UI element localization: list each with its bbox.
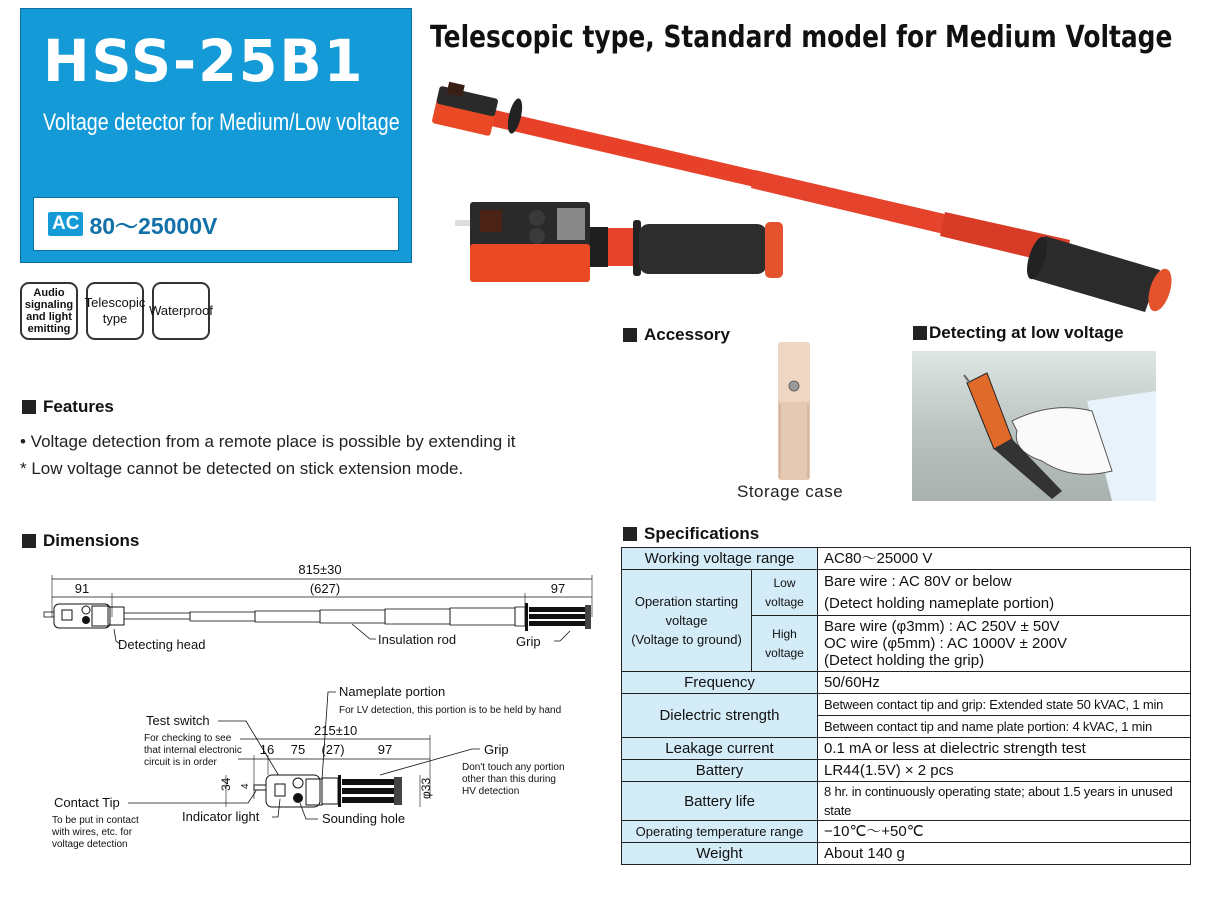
svg-text:4: 4	[240, 783, 251, 789]
svg-text:(27): (27)	[321, 742, 345, 757]
svg-text:16: 16	[259, 742, 275, 757]
svg-text:75: 75	[290, 742, 306, 757]
square-bullet-icon	[623, 328, 637, 342]
table-row: Battery life 8 hr. in continuously operating state; about 1.5 years in unused state	[622, 782, 1191, 821]
test-switch-label: Test switch	[146, 713, 210, 728]
collapsed-length: 215±10	[314, 723, 358, 738]
svg-text:circuit is in order: circuit is in order	[144, 757, 217, 768]
features-list	[20, 428, 515, 482]
specifications-heading: Specifications	[623, 524, 759, 544]
svg-text:Don't touch any portion: Don't touch any portion	[462, 762, 565, 773]
product-hero-panel	[20, 8, 412, 263]
insulation-rod-label: Insulation rod	[378, 632, 457, 647]
product-photo	[425, 72, 1205, 312]
table-row: Operating temperature range −10℃〜+50℃	[622, 821, 1191, 843]
feature-item: * Low voltage cannot be detected on stick extension mode.	[20, 459, 464, 478]
svg-text:HV detection: HV detection	[462, 786, 520, 797]
svg-text:other than this during: other than this during	[462, 774, 556, 785]
detecting-head-label: Detecting head	[118, 637, 206, 652]
table-row: Leakage current 0.1 mA or less at dielectric strength test	[622, 738, 1191, 760]
voltage-range: 80〜25000V	[89, 212, 218, 239]
feature-item: • Voltage detection from a remote place is possible by extending it	[20, 432, 516, 451]
product-subtitle: Voltage detector for Medium/Low voltage	[43, 109, 400, 136]
table-row: Dielectric strength Between contact tip and grip: Extended state 50 kVAC, 1 min	[622, 694, 1191, 716]
dimensions-drawing	[40, 555, 610, 865]
overall-length: 815±30	[298, 562, 342, 577]
model-name: HSS-25B1	[43, 27, 365, 95]
contact-tip-label: Contact Tip	[54, 795, 120, 810]
grip-detail-label: Grip	[484, 742, 509, 757]
low-voltage-usage-image	[912, 351, 1156, 501]
svg-text:For checking to see: For checking to see	[144, 733, 232, 744]
head-length: 91	[74, 581, 90, 596]
nameplate-note: For LV detection, this portion is to be held by hand	[339, 705, 562, 716]
table-row: High voltage Bare wire (φ3mm) : AC 250V ± 50V OC wire (φ5mm) : AC 1000V ± 200V (Detect holding the grip)	[622, 616, 1191, 672]
rod-length: (627)	[309, 581, 341, 596]
telescopic-icon: Telescopic type	[86, 282, 144, 340]
svg-text:that internal electronic: that internal electronic	[144, 745, 242, 756]
table-row: Weight About 140 g	[622, 843, 1191, 865]
grip-label: Grip	[516, 634, 541, 649]
waterproof-icon: Waterproof	[152, 282, 210, 340]
voltage-range-box	[33, 197, 399, 251]
ac-badge: AC	[48, 212, 83, 236]
grip-length: 97	[550, 581, 566, 596]
svg-text:To be put in contact: To be put in contact	[52, 815, 139, 826]
nameplate-label: Nameplate portion	[339, 684, 446, 699]
indicator-light-label: Indicator light	[182, 809, 260, 824]
table-row: Battery LR44(1.5V) × 2 pcs	[622, 760, 1191, 782]
storage-case-image	[776, 342, 812, 480]
square-bullet-icon	[22, 400, 36, 414]
audio-light-icon: Audio signaling and light emitting	[20, 282, 78, 340]
accessory-heading: Accessory	[623, 325, 730, 345]
collapsed-detector-image	[455, 202, 783, 282]
low-voltage-heading: Detecting at low voltage	[913, 323, 1124, 343]
dimensions-heading: Dimensions	[22, 531, 139, 551]
table-row: Frequency 50/60Hz	[622, 672, 1191, 694]
svg-text:voltage detection: voltage detection	[52, 839, 128, 850]
svg-text:34: 34	[219, 777, 233, 791]
page-headline: Telescopic type, Standard model for Medium Voltage	[430, 20, 1173, 55]
table-row: Between contact tip and name plate portion: 4 kVAC, 1 min	[622, 716, 1191, 738]
square-bullet-icon	[22, 534, 36, 548]
specifications-table	[621, 547, 1191, 865]
square-bullet-icon	[623, 527, 637, 541]
storage-case-label: Storage case	[737, 482, 844, 501]
table-row: Working voltage range AC80〜25000 V	[622, 548, 1191, 570]
svg-text:with wires, etc. for: with wires, etc. for	[52, 827, 133, 838]
features-heading: Features	[22, 397, 114, 417]
table-row: Operation starting voltage (Voltage to ground) Low voltage Bare wire : AC 80V or below (Detect holding nameplate portion)	[622, 570, 1191, 616]
feature-icons	[20, 282, 213, 340]
sounding-hole-label: Sounding hole	[322, 811, 406, 826]
square-bullet-icon	[913, 326, 927, 340]
svg-text:97: 97	[377, 742, 393, 757]
grip-diameter: φ33	[419, 777, 433, 799]
